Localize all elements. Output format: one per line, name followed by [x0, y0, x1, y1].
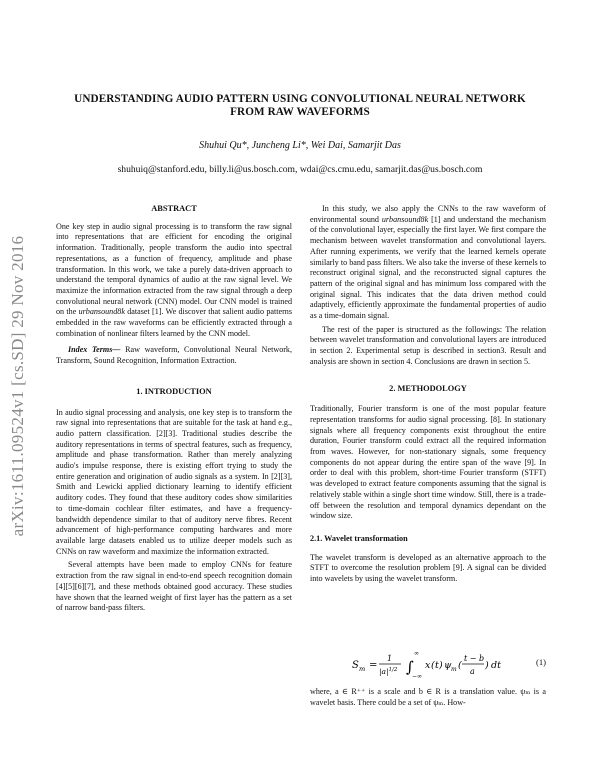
svg-text:∫: ∫: [406, 658, 414, 676]
svg-text:): ): [485, 660, 489, 671]
svg-text:S: S: [352, 660, 359, 671]
svg-text:m: m: [451, 666, 457, 673]
study-dataset: urbansound8k: [381, 214, 429, 224]
right-column: [310, 204, 546, 585]
title-line-1: UNDERSTANDING AUDIO PATTERN USING CONVOLUTIONAL NEURAL NETWORK: [74, 93, 526, 105]
svg-text:−∞: −∞: [412, 673, 423, 680]
abstract-heading: ABSTRACT: [151, 204, 197, 213]
introduction-paragraph-2: Several attempts have been made to employ CNNs for feature extraction from the raw signal in end-to-end speech recognition domain [4][5][6][7], and these methods obtained good accuracy. These studies have shown that the learned weight of first layer has the pattern as a set of narrow band-pass filters.: [56, 560, 292, 613]
arxiv-identifier: [6, 196, 30, 576]
equation-number: (1): [535, 657, 546, 667]
svg-text:dt: dt: [491, 660, 501, 671]
after-equation-text: [310, 687, 546, 708]
wavelet-equation: [330, 647, 530, 681]
svg-text:1: 1: [387, 654, 393, 663]
study-paragraph: In this study, we also apply the CNNs to the raw waveform of environmental sound urbansound8k [1] and understand the mechanism of the convolutional layer, especially the first layer. We first compare the mechanism between wavelet transformation and convolutional layers. After running experiments, we verify that the learned kernels operate similarly to band pass filters. We also take the inverse of these kernels to reconstruct original signal, and the reconstructed signal captures the pattern of the original signal and has minimum loss compared with the original signal. This indicates that the data driven method could adaptively, efficiently approximate the fundamental properties of audio as a time-domain signal.: [310, 204, 546, 321]
index-terms: Index Terms— Raw waveform, Convolutional Neural Network, Transform, Sound Recognition, Information Extraction.: [56, 345, 293, 366]
abstract-text: One key step in audio signal processing is to transform the raw signal into representations that are efficient for encoding the original information. Traditionally, people transform the audio into spectral representations, as a function of frequency, amplitude and phase transformation. In this work, we take a purely data-driven approach to understand the temporal dynamics of audio at the raw signal level. We maximize the information extracted from the raw signal through a deep convolutional neural network (CNN) model. Our CNN model is trained on the urbansound8k dataset [1]. We discover that salient audio patterns embedded in the raw waveforms can be efficiently extracted through a combination of nonlinear filters learned by the CNN model.: [56, 221, 293, 338]
svg-text:=: =: [369, 660, 378, 671]
introduction-heading: 1. INTRODUCTION: [136, 386, 212, 396]
svg-text:t: t: [435, 660, 439, 671]
methodology-paragraph: Traditionally, Fourier transform is one of the most popular feature representation transforms for audio signal processing. [8]. In stationary signals where all frequency components exist throughout the entire duration, Fourier transform could extract all the required information from waves. However, for non-stationary signals, some frequency components do not appear during the entire span of the wave [9]. In order to deal with this problem, short-time Fourier transform (STFT) was developed to extract feature components assuming that the signal is relatively stable within a single short time window. Still, there is a trade-off between the resolution and temporal dynamics dependant on the window size.: [310, 404, 546, 521]
arxiv-id-text: arXiv:1611.09524v1 [cs.SD] 29 Nov 2016: [8, 235, 27, 537]
svg-text:x: x: [425, 660, 431, 671]
equation-explanation: where, a ∈ R⁺⁺ is a scale and b ∈ R is a translation value. ψₘ is a wavelet basis. There could be a set of ψₘ. How-: [310, 687, 546, 707]
author-emails: shuhuiq@stanford.edu, billy.li@us.bosch.com, wdai@cs.cmu.edu, samarjit.das@us.bosch.com: [117, 164, 483, 175]
authors: Shuhui Qu*, Juncheng Li*, Wei Dai, Samarjit Das: [199, 140, 401, 151]
abstract-dataset: urbansound8k: [78, 307, 125, 317]
svg-text:): ): [439, 660, 443, 671]
methodology-heading: 2. METHODOLOGY: [389, 383, 467, 393]
equation-1: [330, 647, 546, 681]
index-terms-label: Index Terms—: [68, 345, 121, 355]
structure-paragraph: The rest of the paper is structured as the followings: The relation between wavelet transformation and convolutional layers are introduced in section 2. Experimental setup is described in section3. Result and analysis are shown in section 4. Conclusions are drawn in section 5.: [310, 324, 546, 366]
wavelet-subheading: 2.1. Wavelet transformation: [310, 533, 408, 543]
svg-text:∞: ∞: [414, 650, 419, 657]
paper-title: [40, 93, 560, 119]
svg-text:m: m: [359, 665, 366, 673]
svg-text:ψ: ψ: [444, 660, 452, 671]
wavelet-paragraph: The wavelet transform is developed as an alternative approach to the STFT to overcome the resolution problem [9]. A signal can be divided into wavelets by using the wavelet transform.: [310, 552, 546, 584]
svg-text:t − b: t − b: [464, 654, 485, 663]
introduction-paragraph-1: In audio signal processing and analysis, one key step is to transform the raw signal into representations that are suitable for the task at hand e.g., audio pattern classification. [2][3]. Traditional studies describe the auditory representations in terms of spectral features, such as frequency, amplitude and phase transformation. Rather than merely analyzing audio's impulse response, there is existing effort trying to study the entire generation and origination of audio signals as a system. In [2][3], Smith and Lewicki applied dictionary learning to identify efficient auditory codes. They found that these auditory codes show similarities to time-domain cochlear filter estimates, and have a frequency-bandwidth dependence similar to that of auditory nerve fibres. Recent advancement of high-performance computing hardwares and more available large datasets enabled us to utilize deeper models such as CNNs on raw waveform and maximize the information extracted.: [56, 407, 292, 556]
title-line-2: FROM RAW WAVEFORMS: [230, 106, 370, 118]
svg-text:(: (: [458, 660, 462, 671]
svg-text:a: a: [470, 667, 475, 676]
left-column: [56, 204, 292, 614]
svg-text:|a|1/2: $|a|^{1/2}$: [379, 667, 398, 676]
svg-text:(: (: [431, 660, 435, 671]
